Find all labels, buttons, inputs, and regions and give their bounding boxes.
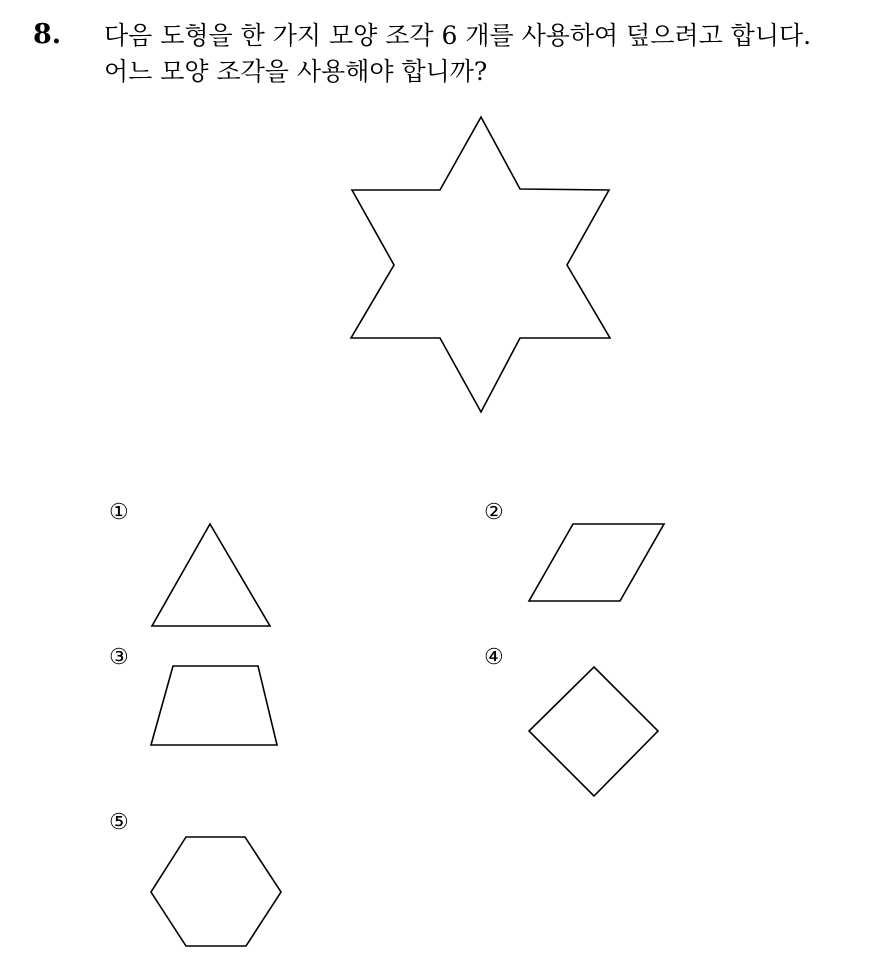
option-1-label: ①	[109, 500, 129, 525]
question-number: 8.	[33, 19, 62, 50]
question-line-2: 어느 모양 조각을 사용해야 합니까?	[104, 57, 488, 86]
option-2-label: ②	[484, 500, 504, 525]
option-3-label: ③	[109, 645, 129, 670]
question-line-1: 다음 도형을 한 가지 모양 조각 6 개를 사용하여 덮으려고 합니다.	[104, 21, 812, 50]
option-5-label: ⑤	[109, 810, 129, 835]
option-4-label: ④	[484, 645, 504, 670]
